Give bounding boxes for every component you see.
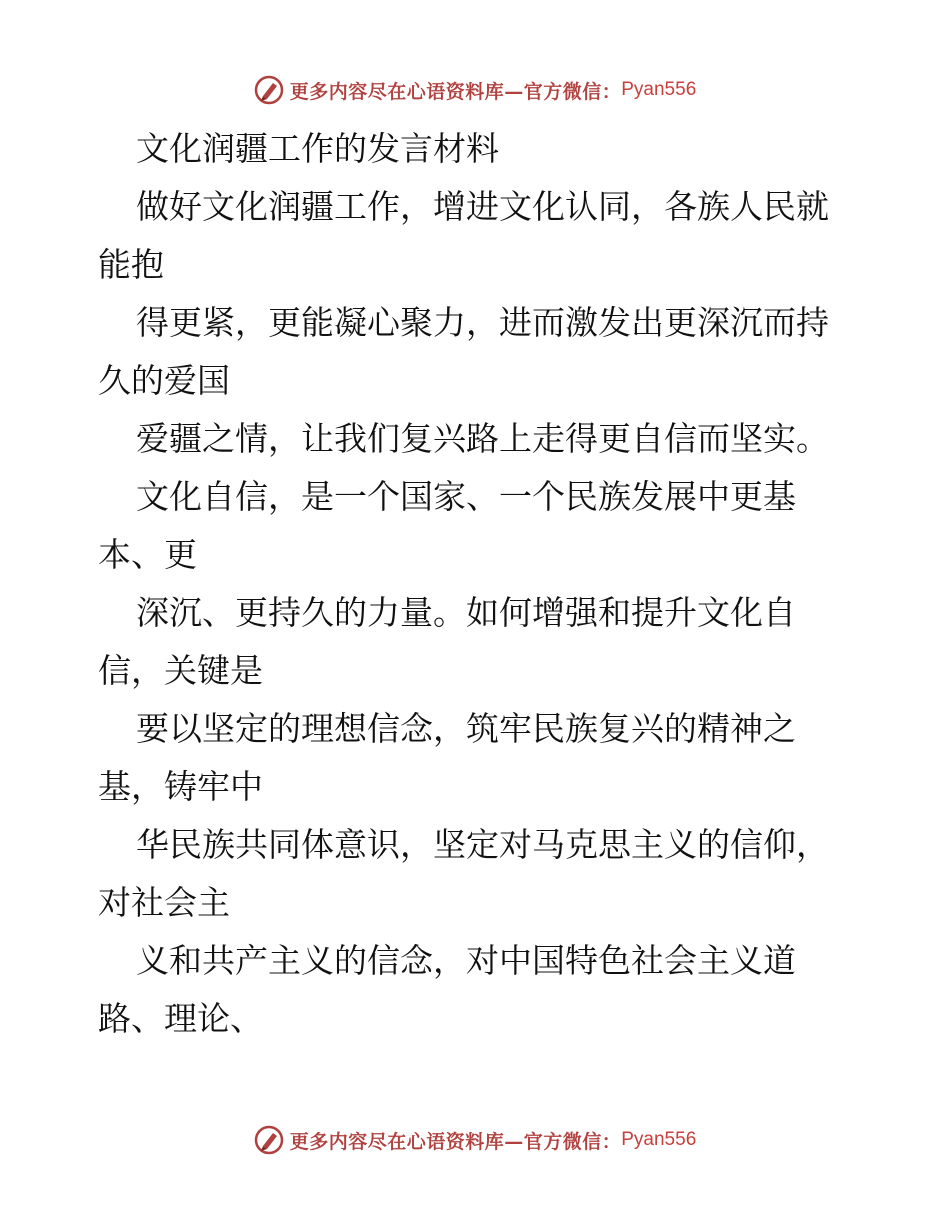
text-line: 华民族共同体意识，坚定对马克思主义的信仰， bbox=[136, 825, 829, 864]
banner-text: 更多内容尽在心语资料库—官方微信： bbox=[289, 80, 622, 103]
banner-wechat-id: Pyan556 bbox=[621, 79, 697, 100]
document-title: 文化润疆工作的发言材料 bbox=[136, 129, 499, 168]
footer-banner bbox=[0, 1120, 950, 1160]
text-line: 本、更 bbox=[98, 535, 197, 574]
text-line: 能抱 bbox=[98, 245, 164, 284]
text-line: 对社会主 bbox=[98, 883, 230, 922]
text-line: 文化自信，是一个国家、一个民族发展中更基 bbox=[136, 477, 796, 516]
text-line: 信，关键是 bbox=[98, 651, 263, 690]
text-line: 爱疆之情，让我们复兴路上走得更自信而坚实。 bbox=[136, 419, 829, 458]
text-line: 做好文化润疆工作，增进文化认同，各族人民就 bbox=[136, 187, 829, 226]
banner-wechat-id: Pyan556 bbox=[621, 1129, 697, 1150]
text-line: 深沉、更持久的力量。如何增强和提升文化自 bbox=[136, 593, 796, 632]
text-line: 得更紧，更能凝心聚力，进而激发出更深沉而持 bbox=[136, 303, 829, 342]
text-line: 要以坚定的理想信念，筑牢民族复兴的精神之 bbox=[136, 709, 796, 748]
pen-logo-icon bbox=[254, 1125, 284, 1155]
pen-logo-icon bbox=[254, 75, 284, 105]
banner-text: 更多内容尽在心语资料库—官方微信： bbox=[289, 1130, 622, 1153]
text-line: 基，铸牢中 bbox=[98, 767, 263, 806]
text-line: 路、理论、 bbox=[98, 999, 263, 1038]
text-line: 久的爱国 bbox=[98, 361, 230, 400]
document-body bbox=[98, 120, 858, 1048]
header-banner bbox=[0, 70, 950, 110]
text-line: 义和共产主义的信念，对中国特色社会主义道 bbox=[136, 941, 796, 980]
